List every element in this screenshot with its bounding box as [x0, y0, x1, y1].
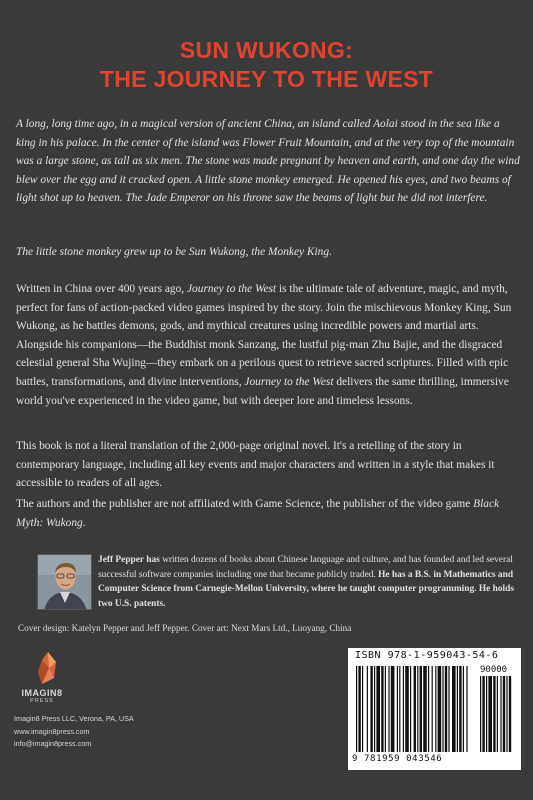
barcode-bar	[388, 666, 389, 752]
barcode-bar	[457, 666, 458, 752]
price-barcode-bar	[506, 676, 507, 752]
barcode-bar	[466, 666, 467, 752]
barcode-bar	[358, 666, 360, 752]
barcode-bar	[391, 666, 395, 752]
price-barcode-bar	[486, 676, 487, 752]
price-barcode-bar	[482, 676, 484, 752]
book-title-line1: SUN WUKONG:	[179, 37, 354, 63]
disclaimer-paragraph: This book is not a literal translation of the 2,000-page original novel. It's a retelling of the story in contemporary language, including all key events and major characters and written in a style that makes it accessible to readers of all ages.	[16, 440, 495, 490]
ean-digits: 9 781959 043546	[352, 754, 443, 764]
publisher-logo-name: IMAGIN8	[21, 688, 63, 698]
price-barcode-bar	[497, 676, 498, 752]
barcode-bar	[399, 666, 400, 752]
description-text: Written in China over 400 years ago,	[16, 283, 187, 295]
publisher-logo-sub: PRESS	[30, 698, 54, 704]
barcode-bar	[423, 666, 427, 752]
author-name: Jeff Pepper has	[98, 555, 160, 565]
book-title-inline: Journey to the West	[187, 283, 277, 295]
barcode-bar	[405, 666, 409, 752]
price-barcode-bar	[509, 676, 511, 752]
affiliation-paragraph	[16, 495, 521, 532]
intro-paragraph-2: The little stone monkey grew up to be Sun Wukong, the Monkey King.	[16, 246, 332, 258]
price-barcode-bar	[488, 676, 492, 752]
author-bio-text: written dozens of books about Chinese language and culture, and has founded and led several successful software companies including one that became publicly traded.	[98, 555, 513, 580]
publisher-email: info@imagin8press.com	[14, 739, 92, 748]
barcode-bar	[362, 666, 363, 752]
cover-credits: Cover design: Katelyn Pepper and Jeff Pepper. Cover art: Next Mars Ltd., Luoyang, China	[18, 623, 352, 633]
author-bio-bold: He has a B.S. in Mathematics and Computer Science from Carnegie-Mellon University, where he taught computer programming. He holds two U.S. patents.	[98, 569, 515, 609]
price-barcode-bar	[493, 676, 495, 752]
publisher-website: www.imagin8press.com	[14, 727, 90, 736]
publisher-address: Imagin8 Press LLC, Verona, PA, USA	[14, 714, 134, 723]
barcode-bar	[438, 666, 442, 752]
barcode-bar	[435, 666, 436, 752]
affiliation-text: .	[82, 516, 86, 529]
barcode-bar	[448, 666, 449, 752]
barcode-bar	[428, 666, 429, 752]
price-barcode-bar	[480, 676, 481, 752]
barcode-bar	[385, 666, 386, 752]
price-barcode-bar	[500, 676, 501, 752]
barcode-bar	[410, 666, 411, 752]
intro-paragraph-1: A long, long time ago, in a magical version of ancient China, an island called Aolai stood in the sea like a king in his palace. In the center of the island was Flower Fruit Mountain, and at the very top of the mountain was a large stone, as tall as six men. The stone was made pregnant by heaven and earth, and one day the wind blew over the egg and it cracked open. A little stone monkey emerged. He opened his eyes, and two beams of light shot up to heaven. The Jade Emperor on his throne saw the beams of light but he did not interfere.	[16, 118, 520, 205]
barcode-bar	[376, 666, 380, 752]
barcode-bar	[459, 666, 461, 752]
barcode-bar	[432, 666, 433, 752]
description-text: delivers the same thrilling, immersive world you've experienced in the video game, but with deeper lore and timeless lessons.	[16, 375, 509, 407]
author-photo	[37, 554, 92, 610]
barcode-bar	[445, 666, 447, 752]
book-title-inline: Journey to the West	[244, 375, 334, 388]
barcode-bar	[374, 666, 375, 752]
barcode-bar	[442, 666, 443, 752]
author-bio	[98, 553, 523, 611]
barcode-bar	[417, 666, 418, 752]
barcode-bar	[370, 666, 372, 752]
barcode-bar	[397, 666, 398, 752]
barcode-bar	[414, 666, 416, 752]
barcode-bar	[452, 666, 456, 752]
barcode-bar	[420, 666, 422, 752]
barcode-bar	[367, 666, 368, 752]
barcode-bar	[403, 666, 404, 752]
barcode-bar	[463, 666, 464, 752]
isbn-label: ISBN 978-1-959043-54-6	[355, 650, 499, 661]
book-title-line2: THE JOURNEY TO THE WEST	[99, 66, 434, 92]
description-text: is the ultimate tale of adventure, magic, and myth, perfect for fans of action-packed video games inspired by the story. Join the mischievous Monkey King, Sun Wukong, as he battles demons, gods, and mythical creatures using incredible powers and martial arts. Alongside his companions—the Buddhist monk Sanzang, the lustful pig-man Zhu Bajie, and the disgraced celestial general Sha Wujing—they embark on a perilous quest to retrieve sacred scriptures. Filled with epic battles, transformations, and divine interventions,	[16, 283, 512, 388]
description-paragraph	[16, 280, 521, 410]
barcode-bar	[381, 666, 383, 752]
barcode-bar	[356, 666, 357, 752]
price-code: 90000	[480, 665, 508, 675]
affiliation-text: The authors and the publisher are not affiliated with Game Science, the publisher of the video game	[16, 498, 474, 510]
game-title-inline: Black Myth: Wukong	[16, 498, 500, 529]
price-barcode-bar	[503, 676, 505, 752]
